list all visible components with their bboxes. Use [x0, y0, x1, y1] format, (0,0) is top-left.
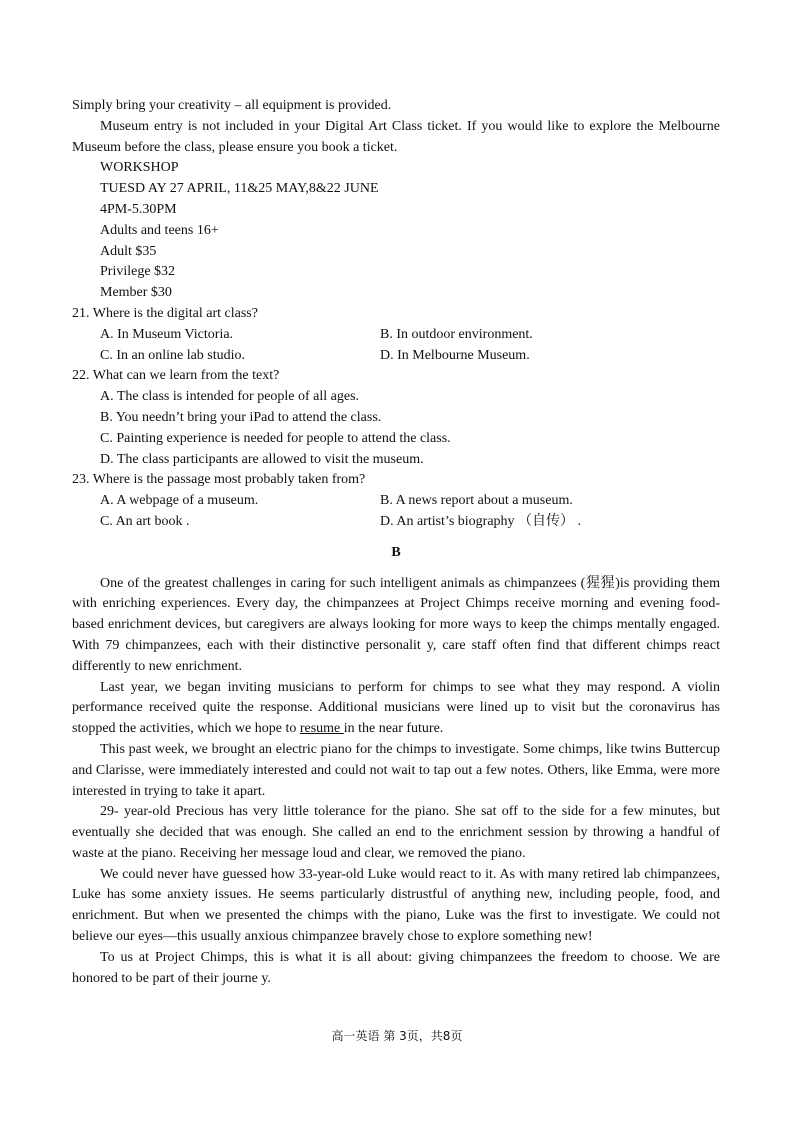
- answer-option: A. The class is intended for people of all ages.: [100, 389, 360, 405]
- workshop-line: Privilege $32: [100, 264, 176, 280]
- answer-option: B. In outdoor environment.: [380, 326, 533, 342]
- workshop-line: Adults and teens 16+: [100, 222, 219, 238]
- workshop-line: Member $30: [100, 285, 172, 301]
- intro-paragraph: Museum entry is not included in your Digital Art Class ticket. If you would like to explore the Melbourne Museum before the class, please ensure you book a ticket.: [72, 118, 720, 155]
- option-row: [72, 325, 720, 346]
- workshop-details: [72, 158, 720, 304]
- answer-option: C. An art book .: [100, 513, 190, 529]
- option-row: [72, 491, 720, 512]
- workshop-line: Adult $35: [100, 243, 157, 259]
- passage-paragraph: One of the greatest challenges in caring for such intelligent animals as chimpanzees (猩猩)is providing them with enriching experiences. Every day, the chimpanzees at Project Chimps receive morning and evening food-based enrichment devices, but caregivers are always looking for more ways to keep the chimps mentally engaged. With 79 chimpanzees, each with their distinctive personalit y, care staff often find that different chimps react differently to new enrichment.: [72, 575, 720, 674]
- passage-paragraph: To us at Project Chimps, this is what it is all about: giving chimpanzees the freedom to choose. We are honored to be part of their journe y.: [72, 949, 720, 986]
- underlined-word: resume: [299, 721, 344, 737]
- answer-option: B. You needn’t bring your iPad to attend the class.: [100, 409, 382, 425]
- page-footer: 高一英语 第 3页，共8页: [331, 1029, 463, 1043]
- answer-option: D. In Melbourne Museum.: [380, 347, 530, 363]
- intro-line: Simply bring your creativity – all equipment is provided.: [72, 98, 392, 113]
- workshop-line: TUESD AY 27 APRIL, 11&25 MAY,8&22 JUNE: [100, 181, 379, 197]
- question-stem: 21. Where is the digital art class?: [72, 305, 258, 321]
- passage-paragraph: 29- year-old Precious has very little tolerance for the piano. She sat off to the side for a few minutes, but eventually she decided that was enough. She called an end to the enrichment session by throwing a handful of waste at the piano. Receiving her message loud and clear, we removed the piano.: [72, 804, 720, 861]
- passage-paragraph: This past week, we brought an electric piano for the chimps to investigate. Some chimps, like twins Buttercup and Clarisse, were immediately interested and could not wait to tap out a few notes. Others, like Emma, were more interested in trying to take it apart.: [72, 741, 720, 799]
- passage-paragraph: We could never have guessed how 33-year-old Luke would react to it. As with many retired lab chimpanzees, Luke has some anxiety issues. He seems particularly distrustful of anything new, including people, food, and enrichment. But when we presented the chimps with the piano, Luke was the first to investigate. We could not believe our eyes—this usually anxious chimpanzee bravely chose to explore something new!: [72, 866, 720, 945]
- passage-paragraph: Last year, we began inviting musicians to perform for chimps to see what they may respond. A violin performance received quite the response. Additional musicians were lined up to visit but the coronavirus has stopped the activities, which we hope to resume in the near future.: [72, 679, 720, 737]
- answer-option: C. Painting experience is needed for people to attend the class.: [100, 430, 451, 446]
- answer-option: D. An artist’s biography （自传） .: [380, 513, 582, 529]
- answer-option: A. In Museum Victoria.: [100, 326, 234, 342]
- option-row: [72, 346, 720, 367]
- answer-option: C. In an online lab studio.: [100, 347, 246, 363]
- answer-option: B. A news report about a museum.: [380, 493, 573, 509]
- workshop-line: WORKSHOP: [100, 160, 179, 176]
- workshop-line: 4PM-5.30PM: [100, 201, 177, 217]
- answer-option: D. The class participants are allowed to visit the museum.: [100, 451, 424, 467]
- questions-block: [72, 304, 720, 533]
- question-stem: 23. Where is the passage most probably taken from?: [72, 472, 366, 488]
- document-page: [72, 96, 720, 989]
- option-row: [72, 512, 720, 533]
- section-heading: B: [391, 544, 401, 560]
- question-stem: 22. What can we learn from the text?: [72, 368, 280, 384]
- answer-option: A. A webpage of a museum.: [100, 493, 259, 509]
- section-b-passage: [72, 574, 720, 990]
